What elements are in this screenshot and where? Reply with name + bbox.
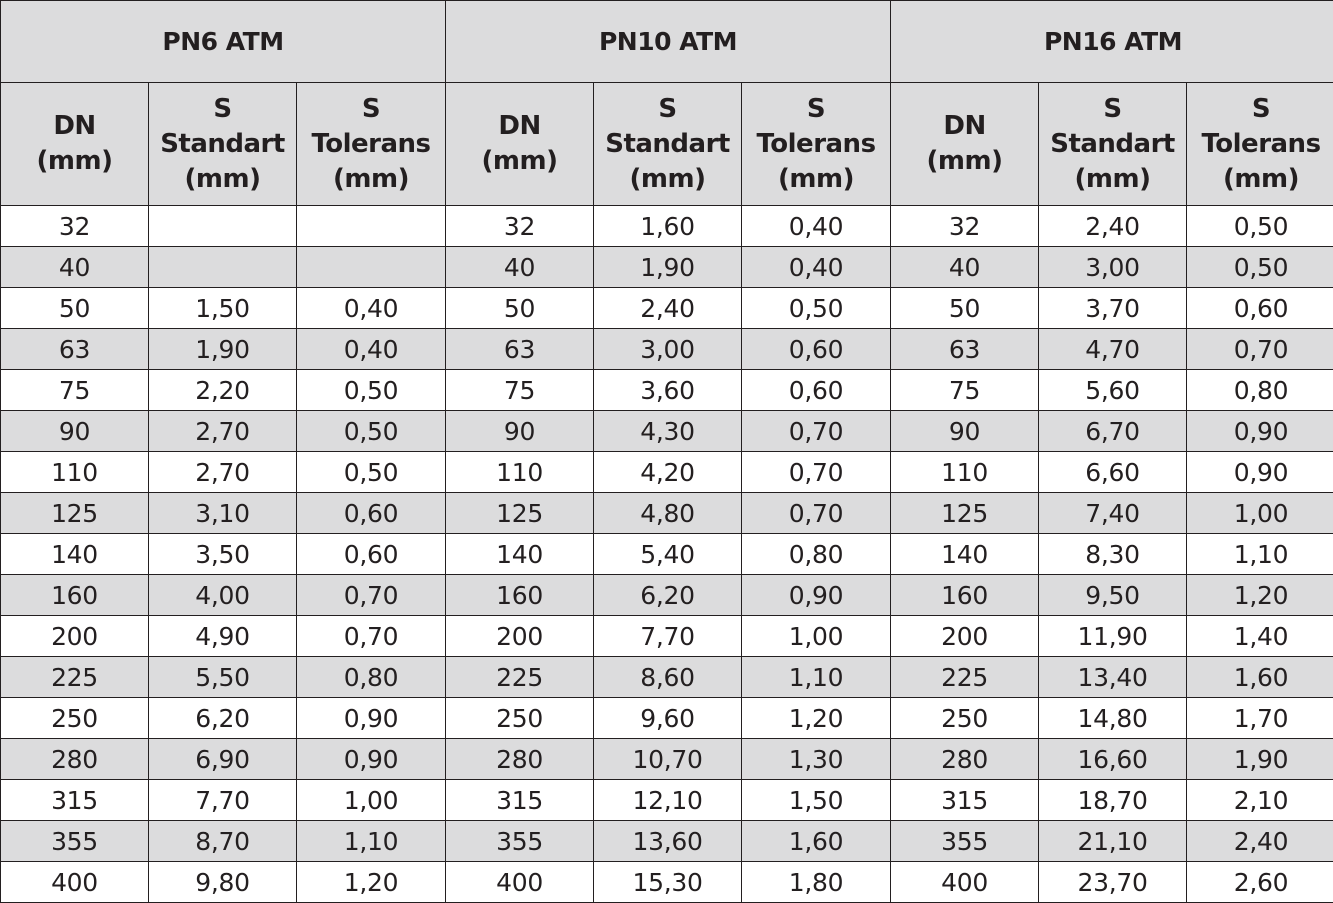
table-cell-tolerans: 0,90 — [297, 739, 446, 780]
column-header-line: Tolerans — [1187, 127, 1333, 162]
table-cell-dn: 90 — [891, 411, 1039, 452]
column-header-line: (mm) — [594, 162, 741, 197]
table-cell-tolerans: 0,70 — [742, 411, 891, 452]
table-cell-tolerans: 0,90 — [1187, 452, 1333, 493]
table-cell-standart: 9,50 — [1039, 575, 1187, 616]
table-cell-tolerans: 1,10 — [742, 657, 891, 698]
table-cell-dn: 280 — [891, 739, 1039, 780]
table-cell-dn: 75 — [1, 370, 149, 411]
table-cell-standart: 4,90 — [149, 616, 297, 657]
table-row — [1, 411, 1333, 452]
table-cell-standart: 2,70 — [149, 411, 297, 452]
table-cell-dn: 140 — [1, 534, 149, 575]
table-cell-standart: 7,70 — [594, 616, 742, 657]
column-header-line: (mm) — [297, 162, 445, 197]
table-row — [1, 862, 1333, 903]
table-cell-tolerans: 0,60 — [742, 370, 891, 411]
table-cell-dn: 355 — [446, 821, 594, 862]
table-cell-tolerans: 0,60 — [1187, 288, 1333, 329]
table-cell-standart: 7,70 — [149, 780, 297, 821]
table-cell-dn: 50 — [1, 288, 149, 329]
table-row — [1, 247, 1333, 288]
column-header-line: (mm) — [446, 144, 593, 179]
table-row — [1, 493, 1333, 534]
table-cell-dn: 63 — [1, 329, 149, 370]
table-cell-tolerans: 2,10 — [1187, 780, 1333, 821]
column-header-line: (mm) — [149, 162, 296, 197]
table-cell-dn: 90 — [446, 411, 594, 452]
table-cell-standart: 14,80 — [1039, 698, 1187, 739]
table-cell-standart: 21,10 — [1039, 821, 1187, 862]
table-cell-tolerans — [297, 206, 446, 247]
table-row — [1, 616, 1333, 657]
table-cell-standart: 23,70 — [1039, 862, 1187, 903]
table-cell-dn: 200 — [446, 616, 594, 657]
column-header-line: Standart — [594, 127, 741, 162]
table-cell-tolerans: 2,40 — [1187, 821, 1333, 862]
table-cell-dn: 280 — [446, 739, 594, 780]
table-cell-standart: 3,60 — [594, 370, 742, 411]
table-cell-dn: 200 — [1, 616, 149, 657]
table-cell-standart: 5,50 — [149, 657, 297, 698]
table-cell-dn: 40 — [446, 247, 594, 288]
table-cell-standart: 8,60 — [594, 657, 742, 698]
table-cell-dn: 63 — [891, 329, 1039, 370]
table-cell-standart: 2,40 — [1039, 206, 1187, 247]
table-cell-standart: 7,40 — [1039, 493, 1187, 534]
table-cell-dn: 400 — [446, 862, 594, 903]
table-cell-tolerans — [297, 247, 446, 288]
table-cell-standart: 5,40 — [594, 534, 742, 575]
table-cell-dn: 400 — [891, 862, 1039, 903]
table-cell-tolerans: 1,00 — [742, 616, 891, 657]
column-header-tolerans — [742, 83, 891, 206]
table-row — [1, 657, 1333, 698]
table-cell-dn: 400 — [1, 862, 149, 903]
table-cell-standart: 12,10 — [594, 780, 742, 821]
table-row — [1, 575, 1333, 616]
table-cell-tolerans: 0,50 — [297, 370, 446, 411]
table-cell-standart: 3,70 — [1039, 288, 1187, 329]
column-header-dn — [446, 83, 594, 206]
table-row — [1, 534, 1333, 575]
column-header-line: Tolerans — [742, 127, 890, 162]
table-cell-tolerans: 0,50 — [297, 452, 446, 493]
table-cell-tolerans: 1,00 — [297, 780, 446, 821]
table-cell-dn: 40 — [1, 247, 149, 288]
table-cell-dn: 125 — [446, 493, 594, 534]
table-cell-tolerans: 1,50 — [742, 780, 891, 821]
table-cell-tolerans: 1,30 — [742, 739, 891, 780]
column-header-line: DN — [1, 109, 148, 144]
table-cell-standart: 11,90 — [1039, 616, 1187, 657]
column-header-dn — [1, 83, 149, 206]
table-cell-dn: 40 — [891, 247, 1039, 288]
column-header-line: S — [1187, 92, 1333, 127]
column-header-line: (mm) — [742, 162, 890, 197]
group-header-pn10: PN10 ATM — [446, 1, 891, 83]
column-header-line: (mm) — [1, 144, 148, 179]
table-cell-standart: 4,30 — [594, 411, 742, 452]
table-cell-tolerans: 1,20 — [742, 698, 891, 739]
table-cell-tolerans: 0,60 — [297, 534, 446, 575]
pressure-group-row — [1, 1, 1333, 83]
column-header-line: Tolerans — [297, 127, 445, 162]
table-cell-standart: 2,70 — [149, 452, 297, 493]
table-cell-dn: 250 — [1, 698, 149, 739]
table-cell-standart: 6,20 — [594, 575, 742, 616]
table-cell-dn: 225 — [891, 657, 1039, 698]
table-cell-tolerans: 1,10 — [1187, 534, 1333, 575]
table-cell-dn: 90 — [1, 411, 149, 452]
table-cell-standart — [149, 247, 297, 288]
column-header-line: S — [149, 92, 296, 127]
table-cell-dn: 50 — [891, 288, 1039, 329]
table-cell-dn: 250 — [446, 698, 594, 739]
table-cell-tolerans: 0,70 — [297, 616, 446, 657]
table-cell-standart: 1,50 — [149, 288, 297, 329]
table-cell-dn: 225 — [1, 657, 149, 698]
table-cell-standart: 3,10 — [149, 493, 297, 534]
table-cell-standart: 6,70 — [1039, 411, 1187, 452]
table-cell-tolerans: 0,90 — [742, 575, 891, 616]
group-header-pn16: PN16 ATM — [891, 1, 1333, 83]
table-cell-tolerans: 1,90 — [1187, 739, 1333, 780]
table-row — [1, 739, 1333, 780]
table-cell-dn: 315 — [1, 780, 149, 821]
table-cell-dn: 63 — [446, 329, 594, 370]
table-cell-dn: 355 — [891, 821, 1039, 862]
table-row — [1, 329, 1333, 370]
table-cell-tolerans: 0,60 — [742, 329, 891, 370]
column-header-line: S — [594, 92, 741, 127]
table-cell-dn: 32 — [891, 206, 1039, 247]
table-cell-standart: 8,30 — [1039, 534, 1187, 575]
table-cell-standart: 4,80 — [594, 493, 742, 534]
table-row — [1, 370, 1333, 411]
table-cell-tolerans: 1,20 — [297, 862, 446, 903]
table-cell-dn: 50 — [446, 288, 594, 329]
column-header-tolerans — [297, 83, 446, 206]
table-row — [1, 452, 1333, 493]
table-cell-dn: 75 — [891, 370, 1039, 411]
table-cell-dn: 110 — [1, 452, 149, 493]
table-cell-tolerans: 2,60 — [1187, 862, 1333, 903]
table-cell-dn: 140 — [891, 534, 1039, 575]
table-cell-tolerans: 0,70 — [742, 493, 891, 534]
table-cell-tolerans: 0,90 — [1187, 411, 1333, 452]
column-header-line: DN — [891, 109, 1038, 144]
table-cell-dn: 75 — [446, 370, 594, 411]
table-cell-tolerans: 0,40 — [742, 206, 891, 247]
column-header-row — [1, 83, 1333, 206]
table-cell-tolerans: 0,90 — [297, 698, 446, 739]
table-cell-tolerans: 0,50 — [1187, 206, 1333, 247]
column-header-dn — [891, 83, 1039, 206]
table-cell-tolerans: 0,60 — [297, 493, 446, 534]
table-cell-dn: 160 — [446, 575, 594, 616]
table-body — [1, 206, 1333, 903]
table-cell-dn: 280 — [1, 739, 149, 780]
table-cell-standart: 1,90 — [149, 329, 297, 370]
table-cell-tolerans: 0,70 — [297, 575, 446, 616]
table-cell-dn: 160 — [1, 575, 149, 616]
table-row — [1, 821, 1333, 862]
table-cell-standart: 15,30 — [594, 862, 742, 903]
table-cell-standart — [149, 206, 297, 247]
table-cell-dn: 250 — [891, 698, 1039, 739]
table-cell-standart: 1,60 — [594, 206, 742, 247]
table-cell-tolerans: 0,80 — [742, 534, 891, 575]
table-cell-tolerans: 1,20 — [1187, 575, 1333, 616]
table-cell-dn: 160 — [891, 575, 1039, 616]
table-cell-standart: 9,60 — [594, 698, 742, 739]
table-cell-tolerans: 1,00 — [1187, 493, 1333, 534]
table-cell-dn: 225 — [446, 657, 594, 698]
column-header-line: (mm) — [1187, 162, 1333, 197]
column-header-standart — [149, 83, 297, 206]
table-cell-tolerans: 0,70 — [1187, 329, 1333, 370]
table-cell-standart: 6,60 — [1039, 452, 1187, 493]
table-cell-tolerans: 0,70 — [742, 452, 891, 493]
table-cell-standart: 10,70 — [594, 739, 742, 780]
table-cell-dn: 315 — [446, 780, 594, 821]
table-cell-tolerans: 0,40 — [297, 329, 446, 370]
table-cell-standart: 2,20 — [149, 370, 297, 411]
column-header-line: (mm) — [1039, 162, 1186, 197]
table-cell-standart: 3,00 — [1039, 247, 1187, 288]
table-cell-dn: 140 — [446, 534, 594, 575]
table-cell-standart: 9,80 — [149, 862, 297, 903]
table-cell-tolerans: 1,60 — [1187, 657, 1333, 698]
table-cell-tolerans: 1,60 — [742, 821, 891, 862]
table-cell-tolerans: 1,40 — [1187, 616, 1333, 657]
table-cell-standart: 8,70 — [149, 821, 297, 862]
table-cell-standart: 2,40 — [594, 288, 742, 329]
table-cell-dn: 200 — [891, 616, 1039, 657]
table-cell-tolerans: 0,50 — [297, 411, 446, 452]
table-cell-tolerans: 0,80 — [1187, 370, 1333, 411]
table-cell-tolerans: 0,50 — [1187, 247, 1333, 288]
table-cell-tolerans: 0,40 — [742, 247, 891, 288]
table-row — [1, 780, 1333, 821]
table-cell-standart: 4,20 — [594, 452, 742, 493]
column-header-line: S — [297, 92, 445, 127]
table-cell-dn: 315 — [891, 780, 1039, 821]
table-cell-tolerans: 0,80 — [297, 657, 446, 698]
table-cell-dn: 125 — [891, 493, 1039, 534]
group-header-pn6: PN6 ATM — [1, 1, 446, 83]
column-header-line: S — [1039, 92, 1186, 127]
column-header-line: (mm) — [891, 144, 1038, 179]
table-cell-standart: 13,60 — [594, 821, 742, 862]
table-cell-dn: 355 — [1, 821, 149, 862]
table-cell-tolerans: 1,10 — [297, 821, 446, 862]
table-cell-standart: 6,20 — [149, 698, 297, 739]
column-header-tolerans — [1187, 83, 1333, 206]
column-header-line: Standart — [149, 127, 296, 162]
table-cell-standart: 3,50 — [149, 534, 297, 575]
column-header-line: S — [742, 92, 890, 127]
table-row — [1, 206, 1333, 247]
table-header — [1, 1, 1333, 206]
table-cell-standart: 4,00 — [149, 575, 297, 616]
table-cell-tolerans: 0,50 — [742, 288, 891, 329]
table-row — [1, 288, 1333, 329]
table-cell-standart: 18,70 — [1039, 780, 1187, 821]
table-cell-dn: 32 — [446, 206, 594, 247]
table-cell-standart: 3,00 — [594, 329, 742, 370]
table-cell-standart: 16,60 — [1039, 739, 1187, 780]
table-row — [1, 698, 1333, 739]
table-cell-tolerans: 0,40 — [297, 288, 446, 329]
table-cell-standart: 1,90 — [594, 247, 742, 288]
table-cell-standart: 6,90 — [149, 739, 297, 780]
table-cell-standart: 4,70 — [1039, 329, 1187, 370]
table-cell-dn: 110 — [446, 452, 594, 493]
table-cell-standart: 5,60 — [1039, 370, 1187, 411]
table-cell-tolerans: 1,80 — [742, 862, 891, 903]
column-header-standart — [594, 83, 742, 206]
table-cell-dn: 32 — [1, 206, 149, 247]
table-cell-standart: 13,40 — [1039, 657, 1187, 698]
column-header-line: DN — [446, 109, 593, 144]
table-cell-dn: 110 — [891, 452, 1039, 493]
table-cell-tolerans: 1,70 — [1187, 698, 1333, 739]
column-header-standart — [1039, 83, 1187, 206]
column-header-line: Standart — [1039, 127, 1186, 162]
table-cell-dn: 125 — [1, 493, 149, 534]
